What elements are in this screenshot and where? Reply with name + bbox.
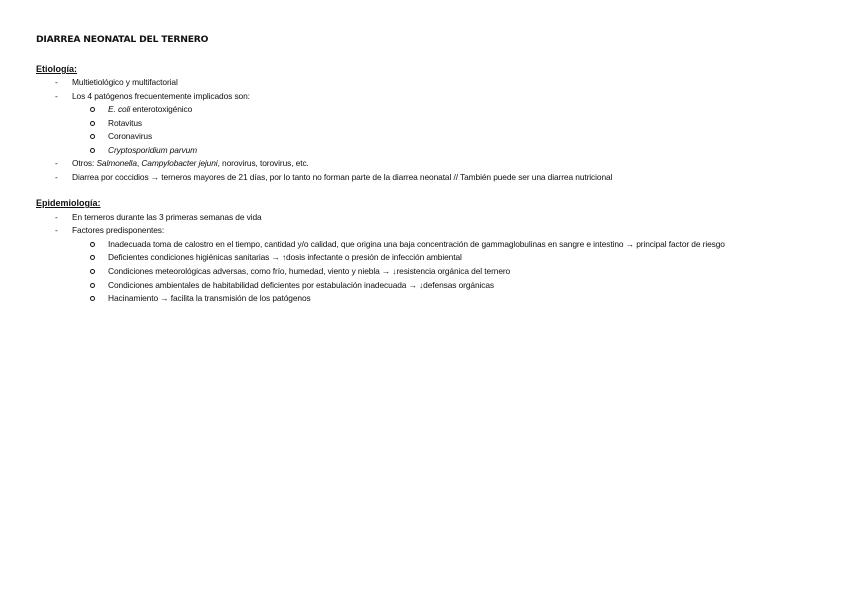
list-item: Factores predisponentes: [72, 225, 165, 235]
otros-italic-campylobacter: Campylobacter jejuni [141, 158, 218, 168]
pathogen-item [108, 103, 192, 115]
circle-bullet-icon [90, 296, 95, 301]
dash-marker: - [55, 77, 58, 87]
otros-prefix: Otros: [72, 158, 97, 168]
factor-item: Hacinamiento → facilita la transmisión de los patógenos [108, 293, 311, 303]
section-heading-epidemiologia: Epidemiología: [36, 198, 101, 208]
circle-bullet-icon [90, 269, 95, 274]
otros-suffix: , norovirus, torovirus, etc. [217, 158, 309, 168]
section-heading-etiologia: Etiología: [36, 64, 77, 74]
list-item-otros [72, 157, 309, 169]
otros-italic-salmonella: Salmonella [96, 158, 137, 168]
circle-bullet-icon [90, 121, 95, 126]
pathogen-item: Rotavitus [108, 118, 143, 128]
document-title: DIARREA NEONATAL DEL TERNERO [36, 34, 209, 45]
list-item-coccidios: Diarrea por coccidios → terneros mayores de 21 días, por lo tanto no forman parte de la diarrea neonatal // También puede ser una diarrea nutricional [72, 172, 613, 182]
pathogen-name-italic: Cryptosporidium parvum [108, 145, 198, 155]
circle-bullet-icon [90, 255, 95, 260]
pathogen-item [108, 144, 197, 156]
dash-marker: - [55, 212, 58, 222]
dash-marker: - [55, 172, 58, 182]
factor-item: Inadecuada toma de calostro en el tiempo, cantidad y/o calidad, que origina una baja concentración de gammaglobulinas en sangre e intestino → principal factor de riesgo [108, 239, 725, 249]
factor-item: Condiciones ambientales de habitabilidad deficientes por estabulación inadecuada → ↓defensas orgánicas [108, 280, 495, 290]
list-item: Los 4 patógenos frecuentemente implicados son: [72, 91, 250, 101]
circle-bullet-icon [90, 134, 95, 139]
otros-separator: , [136, 158, 142, 168]
circle-bullet-icon [90, 107, 95, 112]
dash-marker: - [55, 225, 58, 235]
pathogen-item: Coronavirus [108, 131, 153, 141]
pathogen-name-rest: enterotoxigénico [130, 104, 193, 114]
circle-bullet-icon [90, 283, 95, 288]
circle-bullet-icon [90, 148, 95, 153]
circle-bullet-icon [90, 242, 95, 247]
dash-marker: - [55, 91, 58, 101]
dash-marker: - [55, 158, 58, 168]
list-item: Multietiológico y multifactorial [72, 77, 178, 87]
factor-item: Condiciones meteorológicas adversas, como frío, humedad, viento y niebla → ↓resistencia orgánica del ternero [108, 266, 511, 276]
list-item: En terneros durante las 3 primeras semanas de vida [72, 212, 262, 222]
factor-item: Deficientes condiciones higiénicas sanitarias → ↑dosis infectante o presión de infección ambiental [108, 252, 462, 262]
pathogen-name-italic: E. coli [108, 104, 131, 114]
